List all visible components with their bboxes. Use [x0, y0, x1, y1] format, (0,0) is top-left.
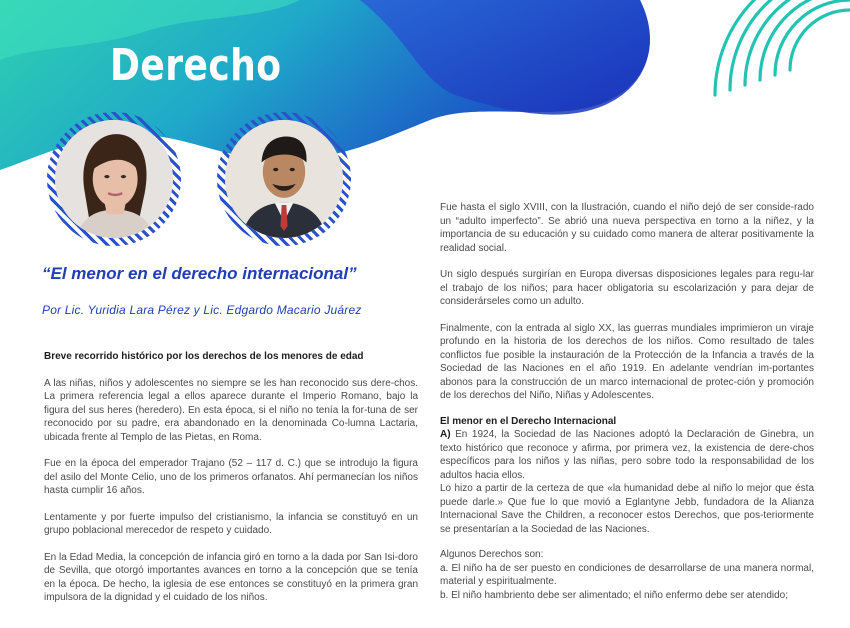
section-heading: El menor en el Derecho Internacional — [440, 415, 617, 427]
decorative-rings-icon — [690, 0, 850, 150]
paragraph: Un siglo después surgirían en Europa diversas disposiciones legales para regu-lar el trabajo de los niños; para hacer obligatoria su escolarización y para dejar de considerárseles como un adulto. — [440, 269, 814, 307]
lead-letter: A) — [440, 429, 451, 440]
section-heading: Breve recorrido histórico por los derechos de los menores de edad — [44, 351, 364, 362]
paragraph: A las niñas, niños y adolescentes no siempre se les han reconocido sus dere-chos. La primera referencia legal a ellos aparece durante el Imperio Romano, bajo la figura del sus heres (heredero). En esta época, si el niño no tenía la for-tuna de ser reconocido por su padre, era abandonado en la denominada Co-lumna Lactaria, ubicada frente al Templo de las Pietas, en Roma. — [44, 377, 418, 443]
rights-item: b. El niño hambriento debe ser alimentado; el niño enfermo debe ser atendido; — [440, 589, 789, 601]
article-byline: Por Lic. Yuridia Lara Pérez y Lic. Edgardo Macario Juárez — [42, 303, 362, 317]
man-portrait-icon — [225, 120, 343, 238]
paragraph: Finalmente, con la entrada al siglo XX, las guerras mundiales imprimieron un viraje profundo en la historia de los derechos de los niños. Como resultado de tales conflictos fue posible la instauración de la Protección de la Infancia a través de la Sociedad de las Naciones en el año 1919. En adelante vendrían im-portantes abonos para la construcción de un marco internacional de protec-ción y promoción de los derechos del Niño, Niñas y Adolescentes. — [440, 322, 814, 401]
lead-paragraph — [440, 428, 814, 482]
rights-item: a. El niño ha de ser puesto en condiciones de desarrollarse de una manera normal, material y espiritualmente. — [440, 562, 814, 587]
article-title: “El menor en el derecho internacional” — [42, 264, 357, 283]
right-column — [440, 201, 814, 602]
paragraph: Fue en la época del emperador Trajano (52 – 117 d. C.) que se introdujo la figura del asilo del Monte Celio, uno de los primeros orfanatos. Ahí permanecían los niños hasta cumplir 16 años. — [44, 458, 418, 496]
rights-intro: Algunos Derechos son: — [440, 549, 544, 560]
author-portrait-2 — [217, 112, 351, 246]
lead-text: En 1924, la Sociedad de las Naciones adoptó la Declaración de Ginebra, un texto histórico que reconoce y afirma, por primera vez, la existencia de dere-chos específicos para los niños y las niñas, pero sobre todo la responsabilidad de los adultos hacia ellos. — [440, 429, 814, 481]
paragraph: Lo hizo a partir de la certeza de que «la humanidad debe al niño lo mejor que ésta puede darle.» Que fue lo que movió a Eglantyne Jebb, fundadora de la Alianza Internacional Save the Children, a reconocer estos Derechos, que pos-teriormente se presentarían a la Sociedad de las Naciones. — [440, 483, 814, 535]
paragraph: En la Edad Media, la concepción de infancia giró en torno a la dada por San Isi-doro de Sevilla, que otorgó importantes avances en torno a la concepción que se tenía en la época. De hecho, la iglesia de ese entonces se constituyó en la primera gran impulsora de la dignidad y el cuidado de los niños. — [44, 551, 418, 603]
left-column — [44, 350, 418, 605]
paragraph: Fue hasta el siglo XVIII, con la Ilustración, cuando el niño dejó de ser conside-rado un “adulto imperfecto”. Se abrió una nueva perspectiva en torno a la niñez, y la importancia de su educación y su cuidado como manera de alterar positivamente la realidad social. — [440, 202, 814, 254]
section-title: Derecho — [110, 40, 282, 91]
paragraph: Lentamente y por fuerte impulso del cristianismo, la infancia se constituyó en un grupo poblacional merecedor de respeto y cuidado. — [44, 511, 418, 536]
author-portrait-1 — [47, 112, 181, 246]
woman-portrait-icon — [55, 120, 173, 238]
